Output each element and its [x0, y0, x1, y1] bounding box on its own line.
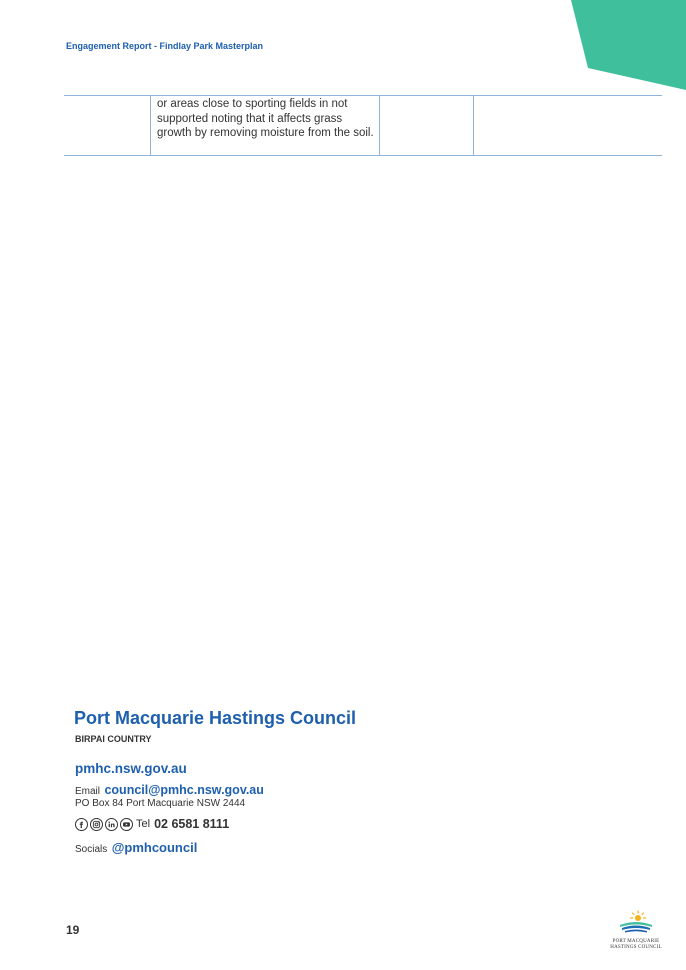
socials-row	[75, 839, 197, 857]
logo-text-line1: PORT MACQUARIE	[612, 939, 660, 944]
page-number: 19	[66, 923, 80, 937]
table-cell-3	[380, 96, 474, 155]
social-tel-row	[75, 817, 229, 831]
socials-label: Socials	[75, 844, 108, 855]
table-cell-comment: or areas close to sporting fields in not supported noting that it affects grass growth by removing moisture from the soil.	[150, 96, 380, 155]
logo-mark-icon	[616, 910, 656, 934]
table-cell-1	[64, 96, 150, 155]
tel-label: Tel	[136, 818, 151, 830]
facebook-icon[interactable]	[75, 818, 88, 831]
header-title: Engagement Report - Findlay Park Masterplan	[66, 41, 264, 51]
logo-text-line2: HASTINGS COUNCIL	[610, 945, 662, 950]
email-row	[75, 781, 264, 799]
instagram-icon[interactable]	[90, 818, 103, 831]
website-link[interactable]: pmhc.nsw.gov.au	[75, 761, 187, 776]
table	[64, 95, 662, 156]
email-label: Email	[75, 786, 101, 797]
po-box: PO Box 84 Port Macquarie NSW 2444	[75, 798, 246, 809]
email-link[interactable]: council@pmhc.nsw.gov.au	[104, 783, 264, 797]
socials-handle[interactable]: @pmhcouncil	[111, 840, 198, 855]
youtube-icon[interactable]	[120, 818, 133, 831]
council-name: Port Macquarie Hastings Council	[74, 708, 357, 728]
tel-number[interactable]: 02 6581 8111	[154, 817, 230, 831]
country-label: BIRPAI COUNTRY	[75, 734, 152, 744]
linkedin-icon[interactable]	[105, 818, 118, 831]
council-logo	[608, 910, 664, 954]
table-cell-4	[474, 96, 662, 155]
